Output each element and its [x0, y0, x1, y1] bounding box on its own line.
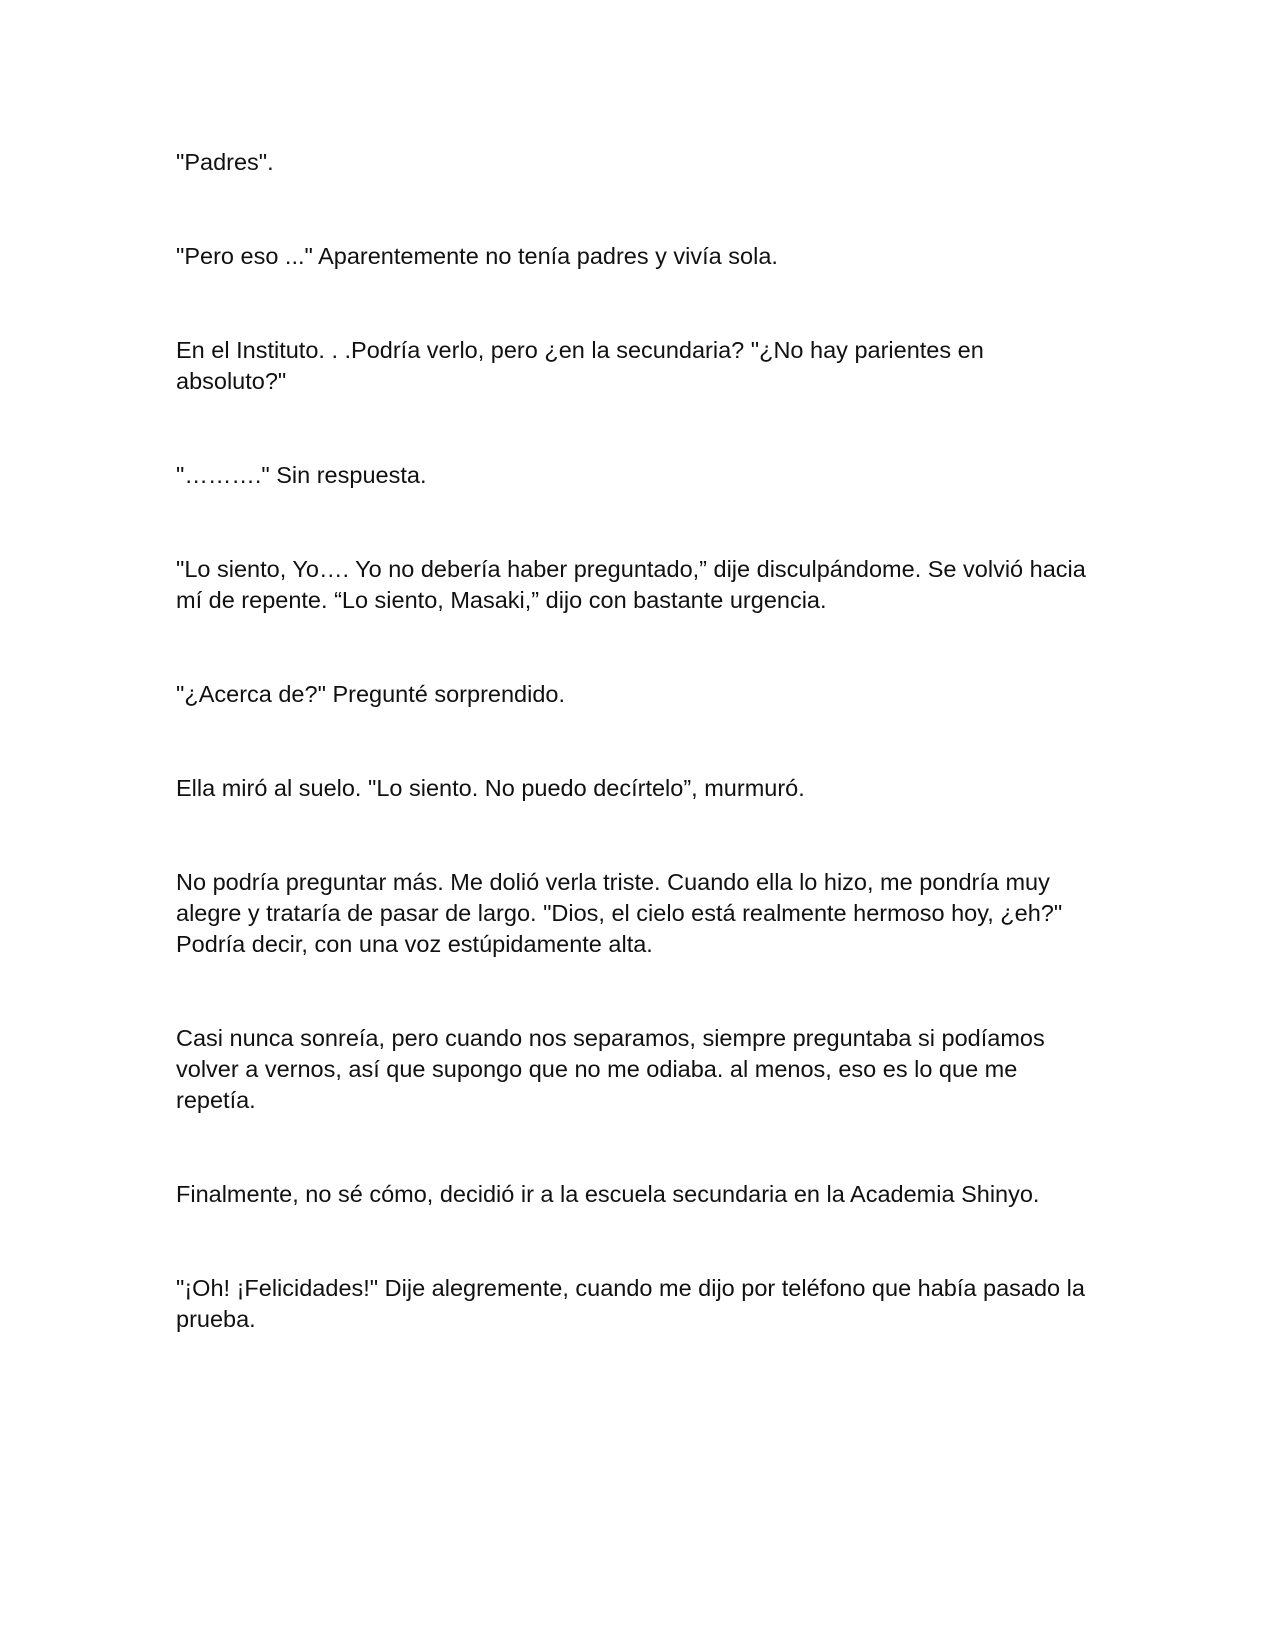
- paragraph: No podría preguntar más. Me dolió verla triste. Cuando ella lo hizo, me pondría muy alegre y trataría de pasar de largo. "Dios, el cielo está realmente hermoso hoy, ¿eh?" Podría decir, con una voz estúpidamente alta.: [176, 869, 1063, 957]
- paragraph: Finalmente, no sé cómo, decidió ir a la escuela secundaria en la Academia Shinyo.: [176, 1181, 1040, 1207]
- paragraph: "Pero eso ..." Aparentemente no tenía padres y vivía sola.: [176, 243, 778, 269]
- document-page: [176, 147, 1096, 1398]
- paragraph: "¿Acerca de?" Pregunté sorprendido.: [176, 681, 565, 707]
- paragraph: En el Instituto. . .Podría verlo, pero ¿en la secundaria? "¿No hay parientes en absoluto?": [176, 337, 984, 394]
- paragraph: "¡Oh! ¡Felicidades!" Dije alegremente, cuando me dijo por teléfono que había pasado la prueba.: [176, 1275, 1085, 1332]
- paragraph: Casi nunca sonreía, pero cuando nos separamos, siempre preguntaba si podíamos volver a vernos, así que supongo que no me odiaba. al menos, eso es lo que me repetía.: [176, 1025, 1045, 1113]
- paragraph: Ella miró al suelo. "Lo siento. No puedo decírtelo”, murmuró.: [176, 775, 805, 801]
- paragraph: "Padres".: [176, 149, 274, 175]
- paragraph: "Lo siento, Yo…. Yo no debería haber preguntado,” dije disculpándome. Se volvió hacia mí de repente. “Lo siento, Masaki,” dijo con bastante urgencia.: [176, 556, 1086, 613]
- paragraph: "………." Sin respuesta.: [176, 462, 427, 488]
